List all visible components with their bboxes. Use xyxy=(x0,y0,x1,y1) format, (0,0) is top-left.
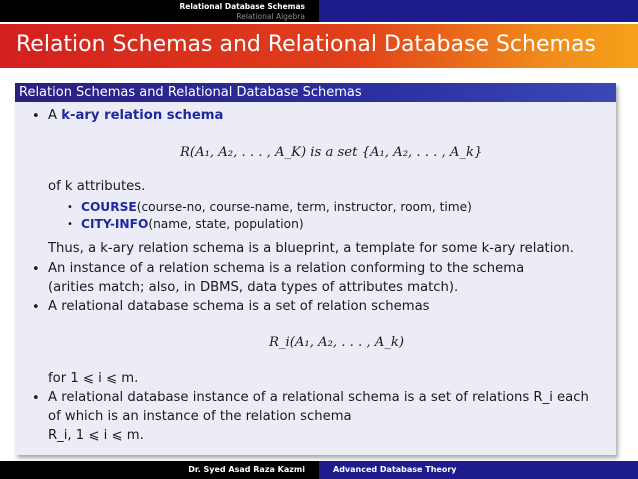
bullet-2-line-2: (arities match; also, in DBMS, data types of attributes match). xyxy=(48,280,459,295)
course-name: COURSE xyxy=(81,200,137,214)
thus-line: Thus, a k-ary relation schema is a blueprint, a template for some k-ary relation. xyxy=(48,241,574,256)
for-line: for 1 ⩽ i ⩽ m. xyxy=(48,371,139,386)
k-ary-term: k-ary relation schema xyxy=(61,108,224,123)
bullet-3: A relational database schema is a set of relation schemas xyxy=(48,299,430,314)
k-attributes-line: of k attributes. xyxy=(48,179,146,194)
bullet-1-prefix: A xyxy=(48,108,58,123)
frame-title: Relation Schemas and Relational Database Schemas xyxy=(16,32,596,57)
footer-course[interactable]: Advanced Database Theory xyxy=(319,461,638,479)
course-attrs: (course-no, course-name, term, instructor, room, time) xyxy=(136,200,472,214)
bullet-3-marker: • xyxy=(32,300,40,315)
headline-left xyxy=(0,0,319,22)
bullet-4-line-3: R_i, 1 ⩽ i ⩽ m. xyxy=(48,428,144,443)
footline xyxy=(0,461,638,479)
block-title: Relation Schemas and Relational Database Schemas xyxy=(15,83,616,102)
headline xyxy=(0,0,638,22)
course-example xyxy=(81,200,472,214)
bullet-1 xyxy=(48,108,223,123)
sub-bullet-1-marker: • xyxy=(67,202,73,213)
footer-author[interactable]: Dr. Syed Asad Raza Kazmi xyxy=(0,461,319,479)
headline-subsection[interactable]: Relational Algebra xyxy=(236,12,305,21)
headline-right xyxy=(319,0,638,22)
formula-1: R(A₁, A₂, . . . , A_K) is a set {A₁, A₂, . . . , A_k} xyxy=(180,145,483,160)
city-attrs: (name, state, population) xyxy=(148,217,304,231)
bullet-4-marker: • xyxy=(32,391,40,406)
formula-2: R_i(A₁, A₂, . . . , A_k) xyxy=(269,335,405,350)
frame-titlebar xyxy=(0,24,638,68)
bullet-4-line-1: A relational database instance of a relational schema is a set of relations R_i each xyxy=(48,390,589,405)
content-block xyxy=(15,83,616,455)
bullet-1-marker: • xyxy=(32,109,40,124)
city-example xyxy=(81,217,304,231)
sub-bullet-2-marker: • xyxy=(67,219,73,230)
city-name: CITY-INFO xyxy=(81,217,149,231)
bullet-2-marker: • xyxy=(32,262,40,277)
bullet-2-line-1: An instance of a relation schema is a relation conforming to the schema xyxy=(48,261,525,276)
bullet-4-line-2: of which is an instance of the relation schema xyxy=(48,409,352,424)
headline-section[interactable]: Relational Database Schemas xyxy=(179,2,305,11)
